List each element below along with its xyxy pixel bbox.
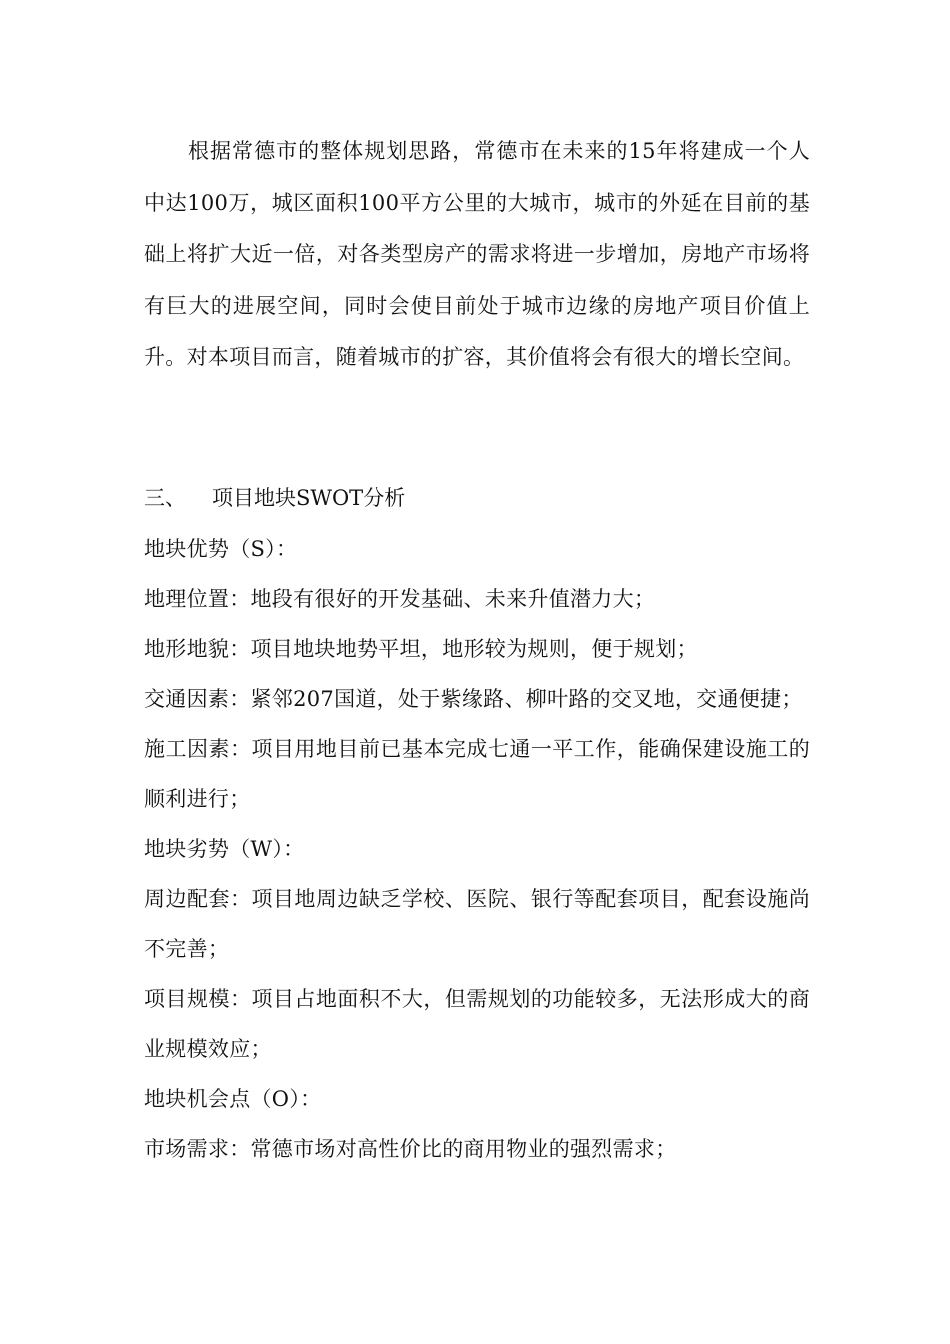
section-title: 项目地块SWOT分析 — [212, 486, 406, 510]
swot-opportunity-heading: 地块机会点（O）： — [144, 1087, 322, 1111]
section-number: 三、 — [144, 486, 186, 510]
swot-list — [144, 524, 810, 1174]
swot-line-construction: 施工因素：项目用地目前已基本完成七通一平工作，能确保建设施工的顺利进行； — [144, 737, 810, 811]
swot-line-location: 地理位置：地段有很好的开发基础、未来升值潜力大； — [144, 587, 656, 611]
swot-line-traffic: 交通因素：紧邻207国道，处于紫缘路、柳叶路的交叉地，交通便捷； — [144, 687, 803, 711]
swot-weakness-heading: 地块劣势（W）： — [144, 837, 305, 861]
intro-paragraph: 根据常德市的整体规划思路，常德市在未来的15年将建成一个人中达100万，城区面积100平方公里的大城市，城市的外延在目前的基础上将扩大近一倍，对各类型房产的需求将进一步增加，房地产市场将有巨大的进展空间，同时会使目前处于城市边缘的房地产项目价值上升。对本项目而言，随着城市的扩容，其价值将会有很大的增长空间。 — [144, 139, 810, 369]
swot-line-facilities: 周边配套：项目地周边缺乏学校、医院、银行等配套项目，配套设施尚不完善； — [144, 887, 810, 961]
swot-line-scale: 项目规模：项目占地面积不大，但需规划的功能较多，无法形成大的商业规模效应； — [144, 987, 810, 1061]
swot-strength-heading: 地块优势（S）： — [144, 537, 298, 561]
swot-line-terrain: 地形地貌：项目地块地势平坦，地形较为规则，便于规划； — [144, 637, 698, 661]
section-heading — [144, 473, 405, 525]
swot-line-market: 市场需求：常德市场对高性价比的商用物业的强烈需求； — [144, 1137, 677, 1161]
